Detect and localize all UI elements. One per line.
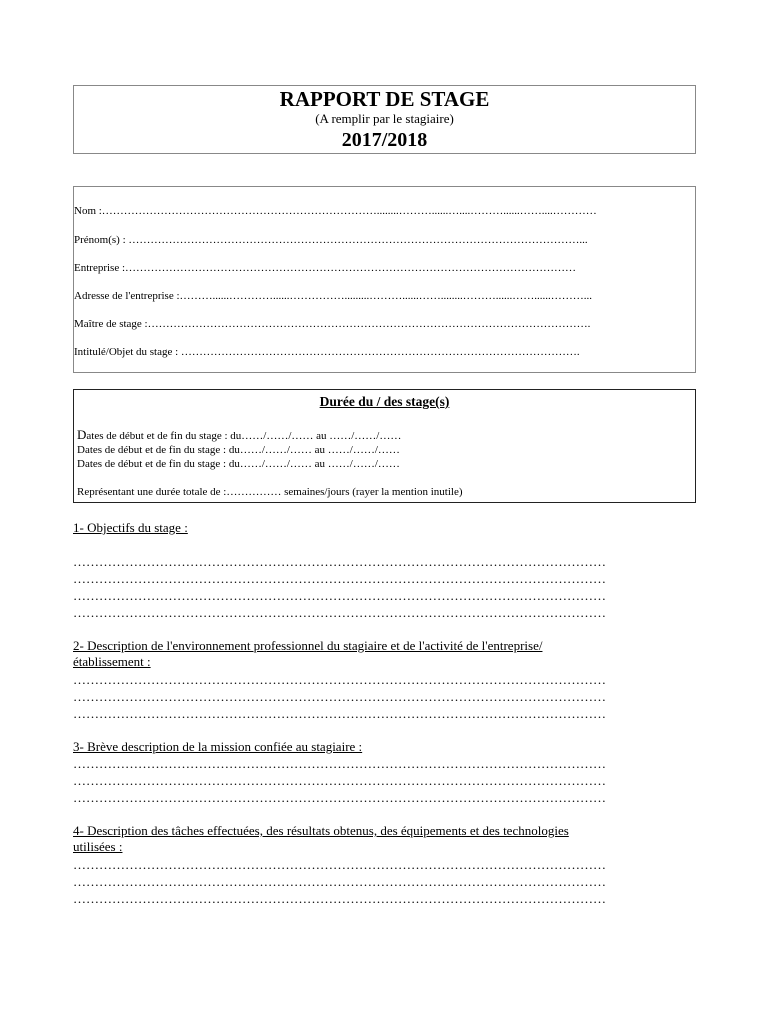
duree-heading: Durée du / des stage(s) [319, 394, 450, 409]
section-2-line-1[interactable]: …………………………………………………………………………………………………………… [73, 672, 606, 687]
section-4-title [73, 823, 696, 855]
report-year: 2017/2018 [341, 129, 428, 151]
dates-line-1[interactable] [77, 428, 401, 443]
section-3-line-2[interactable]: …………………………………………………………………………………………………………… [73, 773, 606, 788]
section-1-line-2[interactable]: …………………………………………………………………………………………………………… [73, 571, 606, 586]
section-4-line-1[interactable]: …………………………………………………………………………………………………………… [73, 857, 606, 872]
section-3-line-1[interactable]: …………………………………………………………………………………………………………… [73, 756, 606, 771]
student-info-box [73, 186, 696, 373]
dates-line-3[interactable]: Dates de début et de fin du stage : du……/……/…… au ……/……/…… [77, 458, 400, 470]
section-3-line-3[interactable]: …………………………………………………………………………………………………………… [73, 790, 606, 805]
field-adresse[interactable]: Adresse de l'entreprise :………......…………......…………….........………......……........………......……......………... [74, 290, 593, 302]
field-entreprise[interactable]: Entreprise :…………………………………………………………………………………………………………… [74, 262, 577, 274]
dates-line-2[interactable]: Dates de début et de fin du stage : du……/……/…… au ……/……/…… [77, 444, 400, 456]
section-4-label-line-1: 4- Description des tâches effectuées, des résultats obtenus, des équipements et des technologies [73, 823, 569, 838]
section-4-label-line-2: utilisées : [73, 839, 123, 854]
report-title: RAPPORT DE STAGE [279, 87, 490, 111]
field-intitule[interactable]: Intitulé/Objet du stage : ………………………………………………………………………………………………. [74, 346, 580, 358]
field-maitre-de-stage[interactable]: Maître de stage :…………………………………………………………………………………………………………. [74, 318, 591, 330]
field-prenom[interactable]: Prénom(s) : ……………………………………………………………………………………………………………... [74, 234, 588, 246]
dates-line-1-text: ates de début et de fin du stage : du……/……/…… au ……/……/…… [86, 430, 402, 442]
duree-box [73, 389, 696, 503]
section-2-line-2[interactable]: …………………………………………………………………………………………………………… [73, 689, 606, 704]
section-2-label-line-2: établissement : [73, 654, 151, 669]
report-subtitle: (A remplir par le stagiaire) [315, 111, 454, 126]
section-1-title [73, 520, 696, 536]
dates-line-1-initial: D [77, 427, 87, 442]
section-4-line-3[interactable]: …………………………………………………………………………………………………………… [73, 891, 606, 906]
title-box [73, 85, 696, 154]
field-nom[interactable]: Nom :…………………………………………………………………........………......…....………......……....………… [74, 205, 597, 217]
duree-totale[interactable]: Représentant une durée totale de :…………… semaines/jours (rayer la mention inutile) [77, 486, 463, 498]
section-2-title [73, 638, 696, 670]
section-1-label: 1- Objectifs du stage : [73, 520, 188, 535]
section-2-label-line-1: 2- Description de l'environnement professionnel du stagiaire et de l'activité de l'entreprise/ [73, 638, 543, 653]
section-3-title [73, 739, 696, 755]
section-1-line-1[interactable]: …………………………………………………………………………………………………………… [73, 554, 606, 569]
section-2-line-3[interactable]: …………………………………………………………………………………………………………… [73, 706, 606, 721]
section-1-line-3[interactable]: …………………………………………………………………………………………………………… [73, 588, 606, 603]
section-1-line-4[interactable]: …………………………………………………………………………………………………………… [73, 605, 606, 620]
section-4-line-2[interactable]: …………………………………………………………………………………………………………… [73, 874, 606, 889]
section-3-label: 3- Brève description de la mission confiée au stagiaire : [73, 739, 363, 754]
